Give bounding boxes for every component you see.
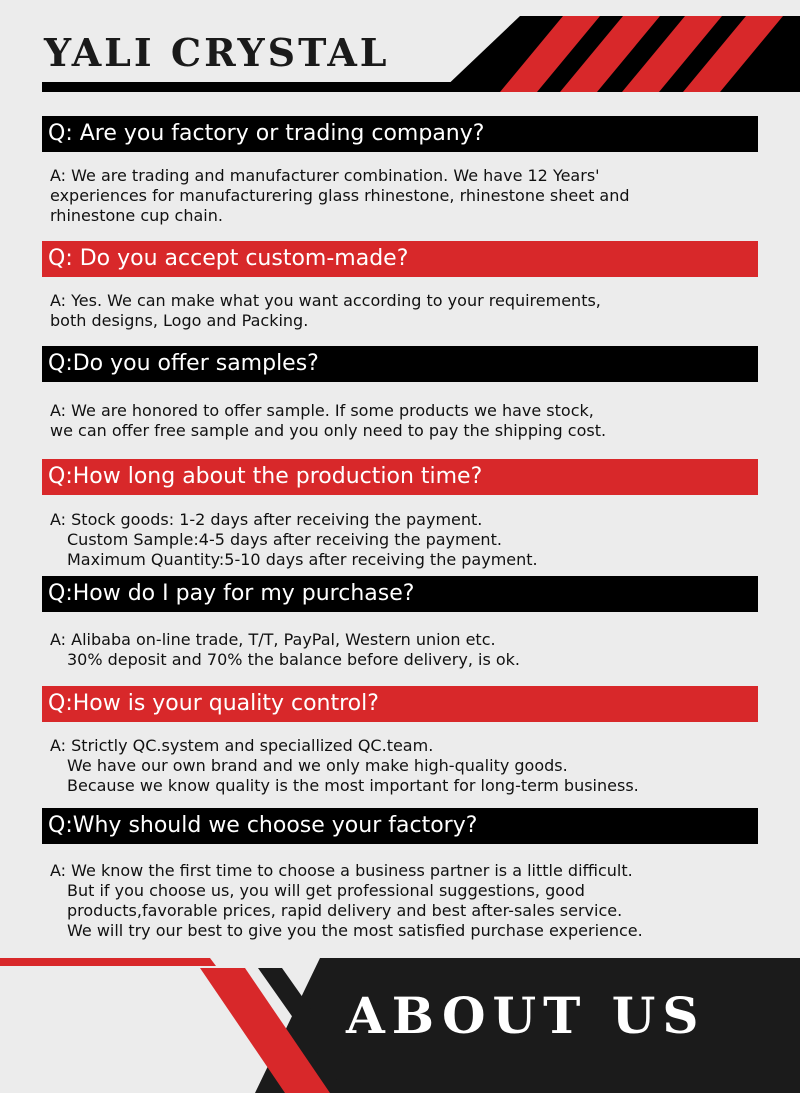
answer-line: A: We are honored to offer sample. If some products we have stock, xyxy=(50,401,594,420)
faq-question-4: Q:How long about the production time? xyxy=(42,459,758,495)
faq-question-5: Q:How do I pay for my purchase? xyxy=(42,576,758,612)
faq-answer-2 xyxy=(50,291,770,331)
about-us-title: ABOUT US xyxy=(346,986,706,1045)
answer-line: experiences for manufacturering glass rhinestone, rhinestone sheet and xyxy=(50,186,630,205)
answer-line: A: We are trading and manufacturer combination. We have 12 Years' xyxy=(50,166,600,185)
answer-line: products,favorable prices, rapid delivery and best after-sales service. xyxy=(67,901,623,920)
answer-line: A: Yes. We can make what you want according to your requirements, xyxy=(50,291,601,310)
faq-answer-7 xyxy=(50,861,770,941)
answer-line: We will try our best to give you the most satisfied purchase experience. xyxy=(67,921,643,940)
faq-answer-6 xyxy=(50,736,770,796)
faq-question-6: Q:How is your quality control? xyxy=(42,686,758,722)
faq-answer-3 xyxy=(50,401,770,441)
brand-title: YALI CRYSTAL xyxy=(44,30,390,75)
faq-question-3: Q:Do you offer samples? xyxy=(42,346,758,382)
faq-answer-5 xyxy=(50,630,770,670)
answer-line: Maximum Quantity:5-10 days after receiving the payment. xyxy=(67,550,538,569)
answer-line: A: Strictly QC.system and speciallized QC.team. xyxy=(50,736,434,755)
answer-line: But if you choose us, you will get professional suggestions, good xyxy=(67,881,585,900)
answer-line: 30% deposit and 70% the balance before delivery, is ok. xyxy=(67,650,520,669)
faq-question-7: Q:Why should we choose your factory? xyxy=(42,808,758,844)
faq-answer-1 xyxy=(50,166,770,226)
answer-line: We have our own brand and we only make high-quality goods. xyxy=(67,756,568,775)
answer-line: both designs, Logo and Packing. xyxy=(50,311,309,330)
answer-line: Because we know quality is the most important for long-term business. xyxy=(67,776,639,795)
faq-answer-4 xyxy=(50,510,770,570)
answer-line: Custom Sample:4-5 days after receiving the payment. xyxy=(67,530,502,549)
faq-question-2: Q: Do you accept custom-made? xyxy=(42,241,758,277)
answer-line: A: Alibaba on-line trade, T/T, PayPal, Western union etc. xyxy=(50,630,496,649)
answer-line: we can offer free sample and you only need to pay the shipping cost. xyxy=(50,421,607,440)
answer-line: A: We know the first time to choose a business partner is a little difficult. xyxy=(50,861,633,880)
answer-line: rhinestone cup chain. xyxy=(50,206,223,225)
answer-line: A: Stock goods: 1-2 days after receiving the payment. xyxy=(50,510,483,529)
faq-question-1: Q: Are you factory or trading company? xyxy=(42,116,758,152)
